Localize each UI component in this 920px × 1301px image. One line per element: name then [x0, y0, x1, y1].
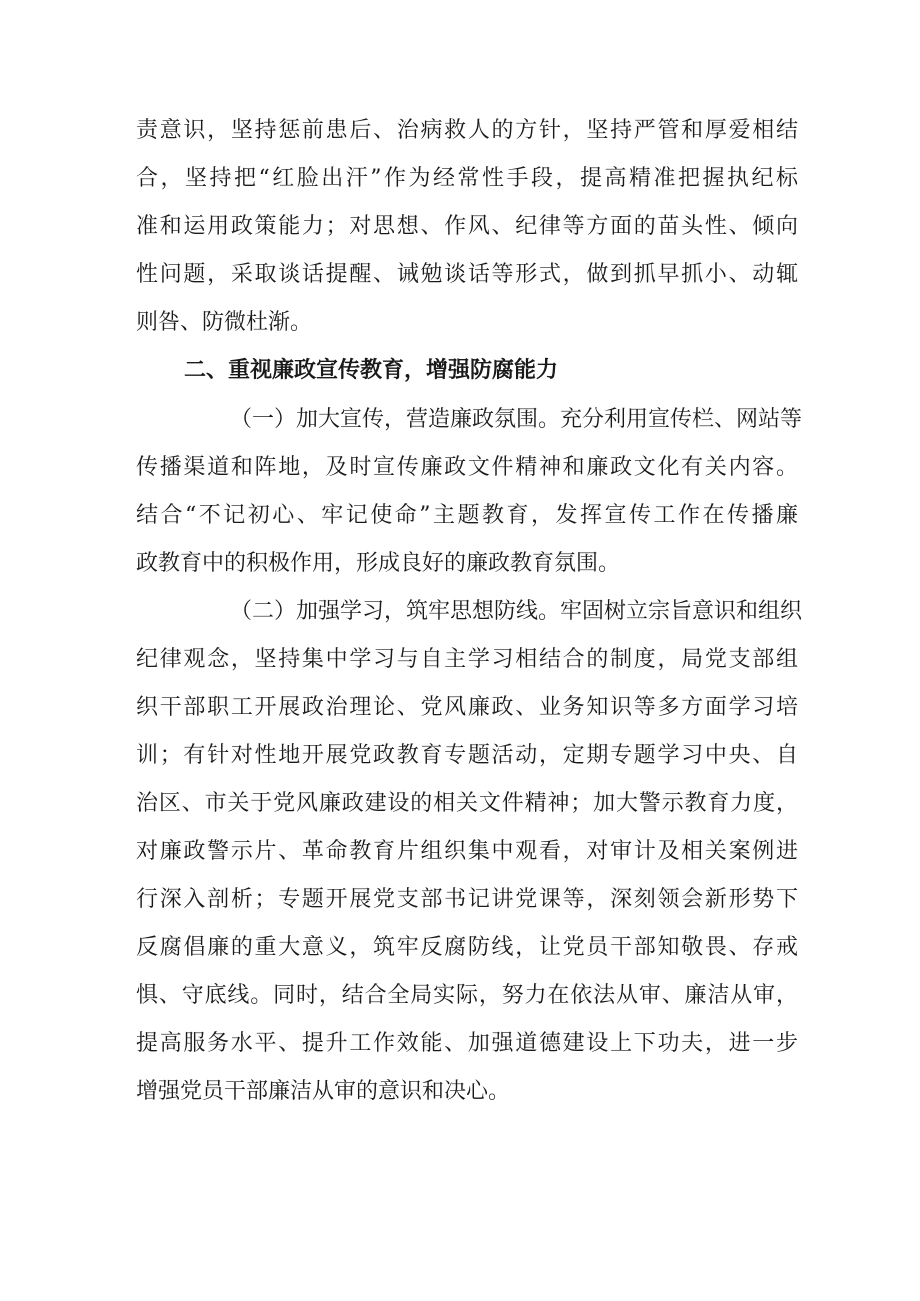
paragraph-line: 惧、守底线。同时，结合全局实际，努力在依法从审、廉洁从审，	[136, 983, 798, 1008]
paragraph-line: 纪律观念，坚持集中学习与自主学习相结合的制度，局党支部组	[136, 647, 798, 672]
paragraph-line: 责意识，坚持惩前患后、治病救人的方针，坚持严管和厚爱相结	[136, 118, 798, 143]
paragraph-line: 提高服务水平、提升工作效能、加强道德建设上下功夫，进一步	[136, 1031, 798, 1056]
paragraph-line: 准和运用政策能力；对思想、作风、纪律等方面的苗头性、倾向	[136, 214, 798, 239]
paragraph-line: 政教育中的积极作用，形成良好的廉政教育氛围。	[136, 551, 621, 576]
paragraph-line: （一）加大宣传，营造廉政氛围。充分利用宣传栏、网站等	[230, 407, 803, 432]
paragraph-line: （二）加强学习，筑牢思想防线。牢固树立宗旨意识和组织	[230, 599, 803, 624]
paragraph-line: 传播渠道和阵地，及时宣传廉政文件精神和廉政文化有关内容。	[136, 455, 798, 480]
paragraph-line: 训；有针对性地开展党政教育专题活动，定期专题学习中央、自	[136, 743, 798, 768]
paragraph-line: 行深入剖析；专题开展党支部书记讲党课等，深刻领会新形势下	[136, 887, 798, 912]
paragraph-line: 合，坚持把“红脸出汗”作为经常性手段，提高精准把握执纪标	[136, 166, 798, 191]
paragraph-line: 则咎、防微杜渐。	[136, 310, 313, 335]
paragraph-line: 反腐倡廉的重大意义，筑牢反腐防线，让党员干部知敬畏、存戒	[136, 935, 798, 960]
paragraph-line: 性问题，采取谈话提醒、诫勉谈话等形式，做到抓早抓小、动辄	[136, 262, 798, 287]
section-heading: 二、重视廉政宣传教育，增强防腐能力	[184, 358, 559, 383]
paragraph-line: 治区、市关于党风廉政建设的相关文件精神；加大警示教育力度，	[136, 791, 798, 816]
paragraph-line: 对廉政警示片、革命教育片组织集中观看，对审计及相关案例进	[136, 839, 798, 864]
paragraph-line: 织干部职工开展政治理论、党风廉政、业务知识等多方面学习培	[136, 695, 798, 720]
paragraph-line: 增强党员干部廉洁从审的意识和决心。	[136, 1079, 511, 1104]
paragraph-line: 结合“不记初心、牢记使命”主题教育，发挥宣传工作在传播廉	[136, 503, 798, 528]
